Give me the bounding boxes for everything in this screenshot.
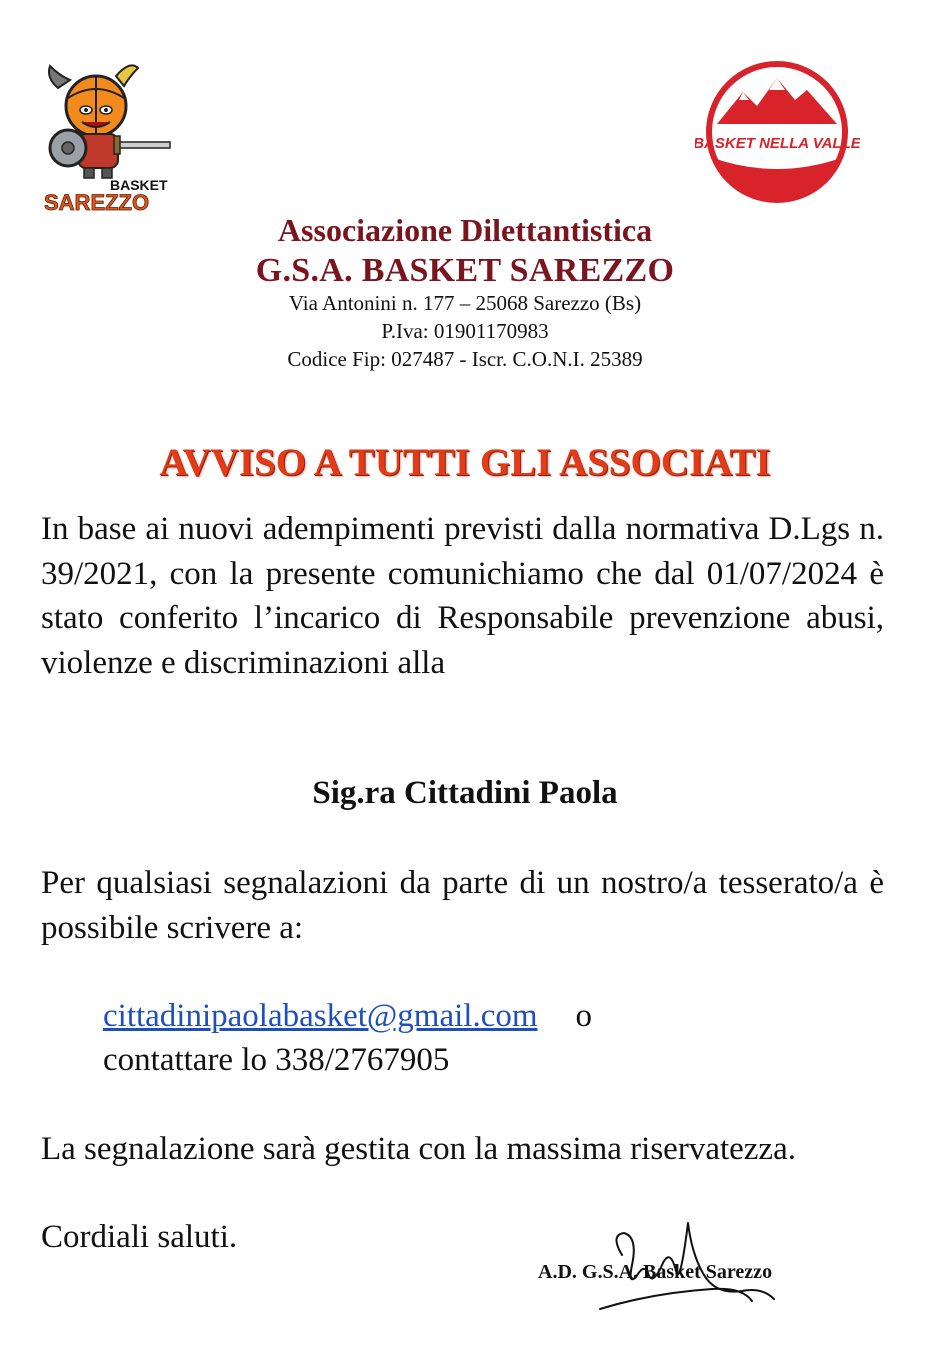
notice-paragraph-3: La segnalazione sarà gestita con la massima riservatezza.: [41, 1131, 796, 1167]
logo-right-text: BASKET NELLA VALLE: [695, 135, 860, 152]
association-type: Associazione Dilettantistica: [277, 212, 653, 248]
contact-phone-line: contattare lo 338/2767905: [103, 1042, 450, 1078]
notice-paragraph-2: Per qualsiasi segnalazioni da parte di un nostro/a tesserato/a è possibile scrivere a:: [41, 865, 884, 946]
notice-paragraph-1: In base ai nuovi adempimenti previsti dalla normativa D.Lgs n. 39/2021, con la presente comunichiamo che dal 01/07/2024 è stato conferito l’incarico di Responsabile prevenzione abusi, violenze e discriminazioni alla: [41, 511, 884, 681]
notice-title: AVVISO A TUTTI GLI ASSOCIATI: [159, 441, 771, 484]
appointed-person-name: Sig.ra Cittadini Paola: [312, 775, 618, 811]
club-name: G.S.A. BASKET SAREZZO: [255, 252, 675, 289]
handwritten-signature: [592, 1215, 792, 1315]
logo-left-text-top: BASKET: [110, 177, 168, 193]
club-address: Via Antonini n. 177 – 25068 Sarezzo (Bs): [288, 291, 642, 315]
closing-greeting: Cordiali saluti.: [41, 1219, 238, 1255]
email-link[interactable]: cittadinipaolabasket@gmail.com: [103, 998, 538, 1034]
viking-mascot-logo: [38, 58, 173, 213]
mountain-basketball-logo: [695, 60, 860, 205]
contact-email-row: [103, 994, 592, 1039]
club-registration-codes: Codice Fip: 027487 - Iscr. C.O.N.I. 25389: [287, 347, 643, 371]
signature-label: A.D. G.S.A. Basket Sarezzo: [538, 1261, 773, 1283]
logo-left-text-bottom: SAREZZO: [44, 190, 150, 213]
or-word: o: [575, 998, 593, 1034]
club-vat-number: P.Iva: 01901170983: [381, 319, 549, 343]
